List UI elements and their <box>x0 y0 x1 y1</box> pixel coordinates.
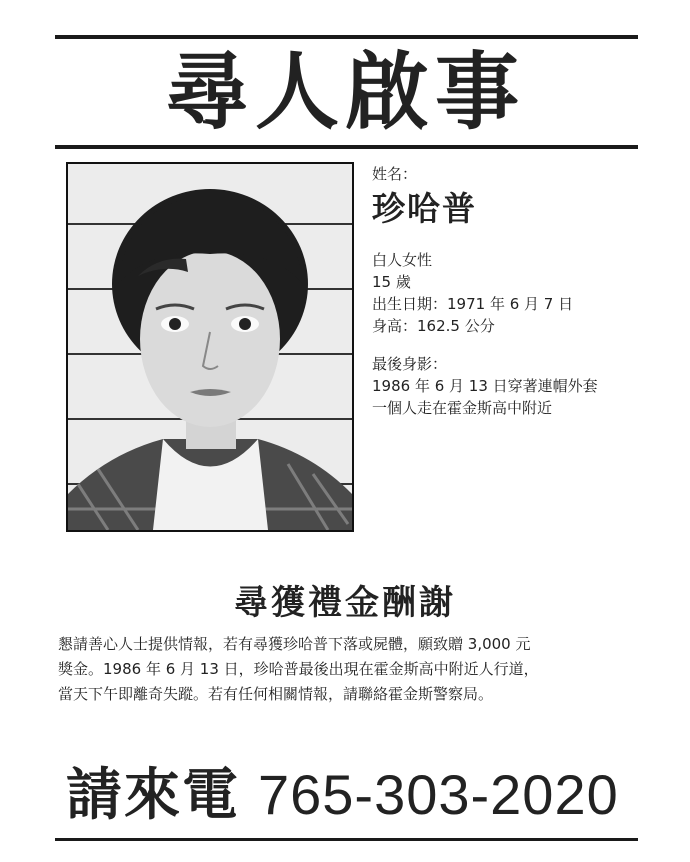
bottom-rule <box>55 838 638 841</box>
last-seen-line-2: 一個人走在霍金斯高中附近 <box>372 399 553 417</box>
poster-title: 尋人啟事 <box>164 43 525 141</box>
reward-line-1: 懇請善心人士提供情報，若有尋獲珍哈普下落或屍體，願致贈 3,000 元 <box>58 635 531 653</box>
title-underline <box>55 145 638 149</box>
reward-line-3: 當天下午即離奇失蹤。若有任何相關情報，請聯絡霍金斯警察局。 <box>58 685 494 703</box>
subject-info <box>372 163 672 419</box>
top-rule <box>55 35 638 39</box>
phone-number[interactable]: 765-303-2020 <box>258 763 619 826</box>
birth-date: 出生日期：1971 年 6 月 7 日 <box>372 295 574 313</box>
last-seen-label: 最後身影： <box>372 355 448 373</box>
contact-label: 請來電 <box>66 763 240 828</box>
height: 身高：162.5 公分 <box>372 317 495 335</box>
race-gender: 白人女性 <box>372 251 433 269</box>
reward-line-2: 獎金。1986 年 6 月 13 日，珍哈普最後出現在霍金斯高中附近人行道， <box>58 660 539 678</box>
reward-title: 尋獲禮金酬謝 <box>234 583 456 623</box>
missing-person-photo <box>66 162 354 532</box>
last-seen-line-1: 1986 年 6 月 13 日穿著連帽外套 <box>372 377 598 395</box>
contact-line <box>66 760 646 830</box>
subject-name: 珍哈普 <box>372 189 477 228</box>
reward-body <box>58 632 638 707</box>
age: 15 歲 <box>372 273 411 291</box>
spacer <box>372 337 672 353</box>
portrait-illustration <box>68 164 352 530</box>
name-label: 姓名： <box>372 165 418 183</box>
